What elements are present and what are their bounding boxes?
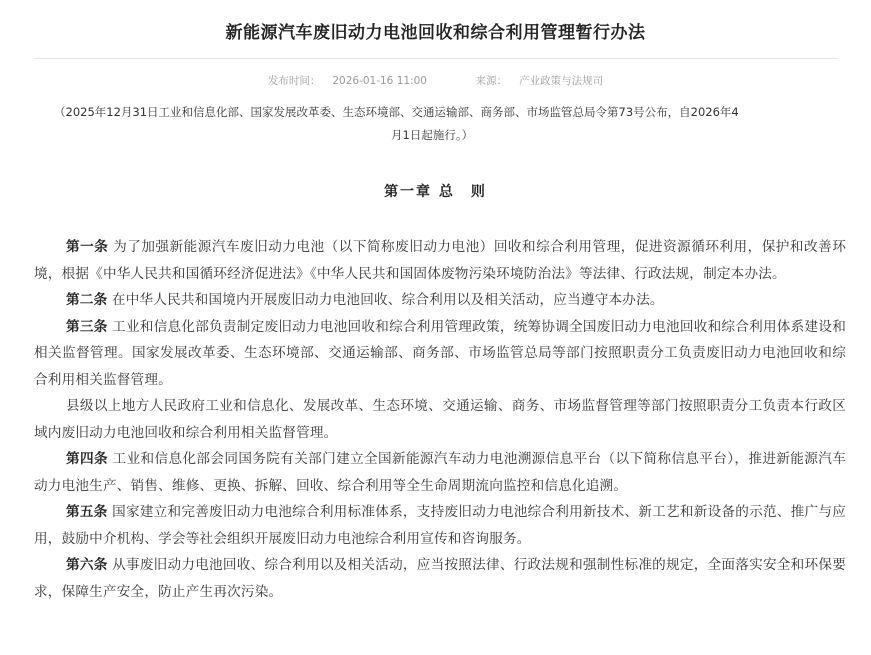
publish-time: [262, 75, 433, 87]
chapter-title: 第一章 总 则: [384, 184, 487, 200]
article-number: 第一条: [66, 239, 109, 255]
article-source: [470, 75, 610, 87]
article-text: 为了加强新能源汽车废旧动力电池（以下简称废旧动力电池）回收和综合利用管理，促进资源循环利用，保护和改善环境，根据《中华人民共和国循环经济促进法》《中华人民共和国固体废物污染环境防治法》等法律、行政法规，制定本办法。: [34, 239, 846, 282]
article-number: 第二条: [66, 292, 108, 308]
article-text: 国家建立和完善废旧动力电池综合利用标准体系，支持废旧动力电池综合利用新技术、新工艺和新设备的示范、推广与应用，鼓励中介机构、学会等社会组织开展废旧动力电池综合利用宣传和咨询服务。: [34, 504, 846, 547]
article-paragraph: [34, 499, 846, 552]
article-text: 从事废旧动力电池回收、综合利用以及相关活动，应当按照法律、行政法规和强制性标准的规定，全面落实安全和环保要求，保障生产安全，防止产生再次污染。: [34, 557, 846, 600]
article-text: 在中华人民共和国境内开展废旧动力电池回收、综合利用以及相关活动，应当遵守本办法。: [107, 292, 664, 308]
article-paragraph: [34, 287, 846, 314]
preamble-line-1: （2025年12月31日工业和信息化部、国家发展改革委、生态环境部、交通运输部、商务部、市场监管总局令第73号公布，自2026年4: [54, 105, 739, 119]
preamble-line-2: 月1日起施行。）: [391, 128, 474, 142]
article-text: 工业和信息化部会同国务院有关部门建立全国新能源汽车动力电池溯源信息平台（以下简称信息平台），推进新能源汽车动力电池生产、销售、维修、更换、拆解、回收、综合利用等全生命周期流向监控和信息化追溯。: [34, 451, 846, 494]
article-number: 第三条: [66, 318, 108, 335]
article-text: 工业和信息化部负责制定废旧动力电池回收和综合利用管理政策，统筹协调全国废旧动力电池回收和综合利用体系建设和相关监督管理。国家发展改革委、生态环境部、交通运输部、商务部、市场监管总局等部门按照职责分工负责废旧动力电池回收和综合利用相关监督管理。: [34, 318, 846, 388]
article-paragraph: [34, 446, 846, 499]
publish-time-label: 发布时间：: [267, 75, 321, 87]
article-paragraph: [34, 393, 846, 446]
publish-time-value: 2026-01-16 11:00: [332, 75, 427, 87]
article-meta: [0, 73, 871, 88]
article-number: 第四条: [66, 451, 108, 467]
article-paragraph: [34, 314, 846, 394]
article-paragraph: [34, 552, 846, 605]
article-title: 新能源汽车废旧动力电池回收和综合利用管理暂行办法: [225, 23, 646, 43]
article-paragraph: [34, 234, 846, 287]
preamble: [54, 101, 834, 147]
article-number: 第六条: [66, 557, 108, 573]
source-value: 产业政策与法规司: [519, 75, 604, 87]
title-divider: [34, 58, 838, 59]
source-label: 来源：: [475, 75, 508, 87]
article-body: [34, 234, 846, 605]
article-number: 第五条: [66, 504, 108, 520]
article-text: 县级以上地方人民政府工业和信息化、发展改革、生态环境、交通运输、商务、市场监督管理等部门按照职责分工负责本行政区域内废旧动力电池回收和综合利用相关监督管理。: [34, 398, 846, 441]
